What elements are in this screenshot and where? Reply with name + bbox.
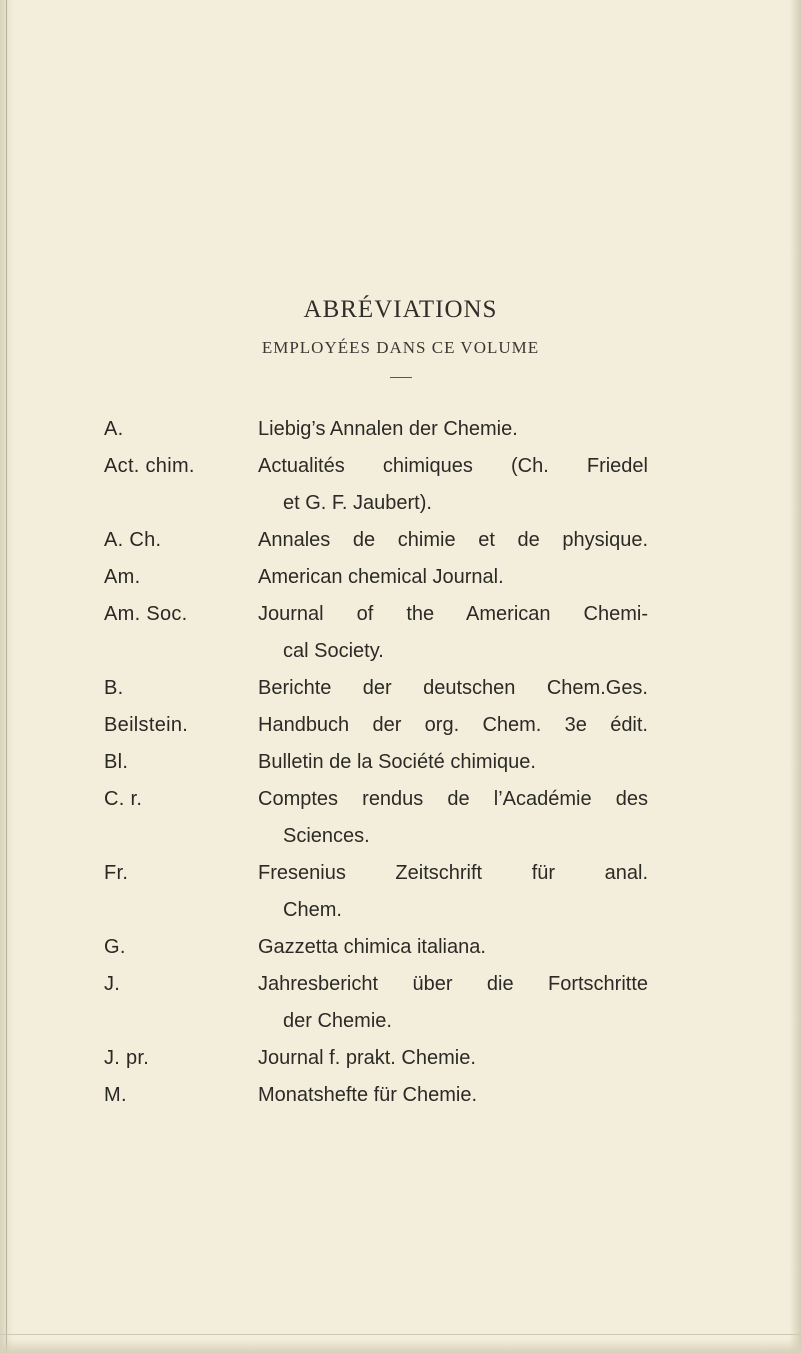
abbreviation-meaning-continued: Chem. bbox=[283, 899, 342, 921]
abbreviation-meaning: Actualités chimiques (Ch. Friedel bbox=[258, 455, 648, 477]
abbreviation-entry bbox=[0, 714, 801, 751]
abbreviation-term: C. r. bbox=[104, 788, 143, 810]
abbreviation-meaning: American chemical Journal. bbox=[258, 566, 504, 588]
abbreviation-term: Am. Soc. bbox=[104, 603, 188, 625]
abbreviation-term: G. bbox=[104, 936, 126, 958]
abbreviation-term: Am. bbox=[104, 566, 141, 588]
page-bottom-edge bbox=[0, 1339, 801, 1353]
abbreviation-term: B. bbox=[104, 677, 124, 699]
abbreviation-entry bbox=[0, 529, 801, 566]
abbreviation-term: Fr. bbox=[104, 862, 129, 884]
abbreviation-meaning: Annales de chimie et de physique. bbox=[258, 529, 648, 551]
abbreviation-meaning: Jahresbericht über die Fortschritte bbox=[258, 973, 648, 995]
abbreviation-term: J. bbox=[104, 973, 121, 995]
abbreviation-meaning-continued: der Chemie. bbox=[283, 1010, 392, 1032]
abbreviation-meaning-continued: Sciences. bbox=[283, 825, 370, 847]
page-title: ABRÉVIATIONS bbox=[303, 296, 498, 323]
abbreviation-entry bbox=[0, 455, 801, 529]
abbreviation-meaning: Bulletin de la Société chimique. bbox=[258, 751, 536, 773]
abbreviation-meaning: Comptes rendus de l’Académie des bbox=[258, 788, 648, 810]
abbreviation-meaning: Handbuch der org. Chem. 3e édit. bbox=[258, 714, 648, 736]
abbreviation-meaning: Liebig’s Annalen der Chemie. bbox=[258, 418, 518, 440]
abbreviation-entry bbox=[0, 788, 801, 862]
abbreviation-list bbox=[0, 418, 801, 1121]
abbreviation-meaning-continued: et G. F. Jaubert). bbox=[283, 492, 432, 514]
page-bottom-rule bbox=[0, 1334, 801, 1335]
abbreviation-term: Act. chim. bbox=[104, 455, 195, 477]
abbreviation-term: A. Ch. bbox=[104, 529, 162, 551]
abbreviation-meaning: Berichte der deutschen Chem.Ges. bbox=[258, 677, 648, 699]
abbreviation-meaning: Monatshefte für Chemie. bbox=[258, 1084, 477, 1106]
page-subtitle: EMPLOYÉES DANS CE VOLUME bbox=[261, 338, 540, 357]
abbreviation-entry bbox=[0, 1084, 801, 1121]
abbreviation-meaning: Journal of the American Chemi- bbox=[258, 603, 648, 625]
title-separator bbox=[390, 377, 412, 378]
abbreviation-entry bbox=[0, 603, 801, 677]
abbreviation-term: A. bbox=[104, 418, 124, 440]
abbreviation-term: Beilstein. bbox=[104, 714, 189, 736]
abbreviation-entry bbox=[0, 566, 801, 603]
abbreviation-entry bbox=[0, 936, 801, 973]
abbreviation-meaning: Journal f. prakt. Chemie. bbox=[258, 1047, 476, 1069]
abbreviation-entry bbox=[0, 862, 801, 936]
abbreviation-meaning-continued: cal Society. bbox=[283, 640, 384, 662]
abbreviation-entry bbox=[0, 1047, 801, 1084]
abbreviation-entry bbox=[0, 751, 801, 788]
abbreviation-term: J. pr. bbox=[104, 1047, 150, 1069]
abbreviation-entry bbox=[0, 418, 801, 455]
abbreviation-term: M. bbox=[104, 1084, 127, 1106]
abbreviation-term: Bl. bbox=[104, 751, 129, 773]
abbreviation-entry bbox=[0, 677, 801, 714]
abbreviation-entry bbox=[0, 973, 801, 1047]
abbreviation-meaning: Fresenius Zeitschrift für anal. bbox=[258, 862, 648, 884]
abbreviation-meaning: Gazzetta chimica italiana. bbox=[258, 936, 486, 958]
